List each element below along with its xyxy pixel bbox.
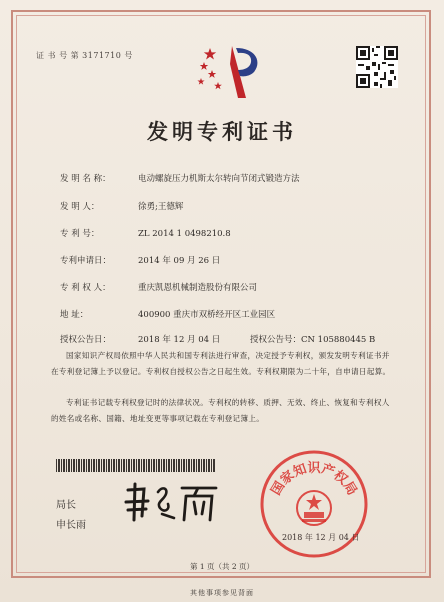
barcode	[56, 459, 216, 472]
grant-date-label: 授权公告日：	[60, 335, 112, 345]
official-seal	[258, 448, 370, 560]
field-value: ZL 2014 1 0498210.8	[138, 229, 231, 239]
field-patent-number	[60, 227, 231, 239]
field-address	[60, 308, 275, 320]
certificate-number: 证 书 号 第 3171710 号	[36, 51, 133, 60]
signatory-name: 申长雨	[56, 520, 86, 531]
field-patentee	[60, 281, 257, 293]
see-back-note: 其他事项参见背面	[190, 589, 254, 597]
field-application-date	[60, 254, 220, 266]
field-value: 电动螺旋压力机斯太尔转向节闭式锻造方法	[138, 174, 300, 184]
seal-text: 国家知识产权局	[268, 461, 360, 499]
note-paragraph: 专利证书记载专利权登记时的法律状况。专利权的转移、质押、无效、终止、恢复和专利权人的姓名或名称、国籍、地址变更等事项记载在专利登记簿上。	[51, 398, 390, 423]
field-label: 地 址：	[60, 310, 89, 320]
field-label: 发 明 人：	[60, 202, 100, 212]
field-label: 专 利 权 人：	[60, 283, 111, 293]
field-label: 专利申请日：	[60, 256, 112, 266]
field-value: 400900 重庆市双桥经开区工业园区	[138, 310, 276, 320]
page-number: 第 1 页（共 2 页）	[189, 562, 255, 571]
handwritten-signature	[122, 480, 222, 524]
qr-code-icon	[356, 46, 398, 88]
field-inventors	[60, 200, 183, 212]
patent-office-emblem-icon	[196, 40, 266, 102]
field-value: 徐勇;王德辉	[138, 202, 184, 212]
field-label: 专 利 号：	[60, 229, 100, 239]
field-label: 发 明 名 称：	[60, 174, 111, 184]
grant-date-value: 2018 年 12 月 04 日	[138, 335, 221, 345]
field-invention-name	[60, 172, 300, 184]
seal-date: 2018 年 12 月 04 日	[282, 533, 360, 542]
svg-text:国家知识产权局	[268, 460, 360, 498]
field-value: 2014 年 09 月 26 日	[138, 256, 221, 266]
authority-paragraph: 国家知识产权局依照中华人民共和国专利法进行审查，决定授予专利权，颁发发明专利证书并在专利登记簿上予以登记。专利权自授权公告之日起生效。专利权期限为二十年，自申请日起算。	[51, 351, 391, 376]
grant-number-label: 授权公告号：	[250, 335, 302, 345]
field-value: 重庆凯恩机械制造股份有限公司	[138, 283, 258, 293]
grant-info	[60, 333, 375, 345]
grant-number-value: CN 105880445 B	[301, 335, 376, 345]
signatory-title: 局长	[56, 500, 76, 511]
page-title: 发明专利证书	[147, 119, 297, 144]
